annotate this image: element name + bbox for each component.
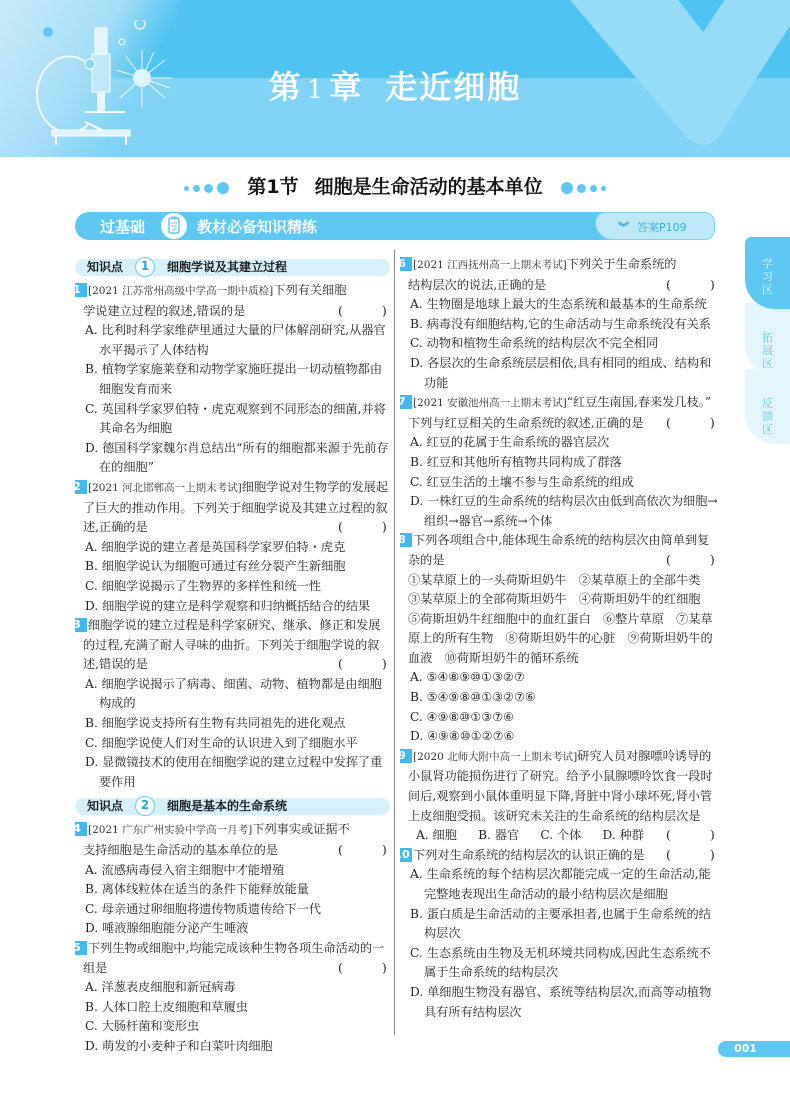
side-tabs (745, 237, 790, 444)
option-a: A. 洋葱表皮细胞和新冠病毒 (85, 980, 236, 995)
chapter-number: 1 (306, 75, 326, 105)
option-c: C. 动物和植物生命系统的结构层次不完全相同 (410, 336, 659, 351)
side-tab-study[interactable]: 学 习 区 (745, 237, 790, 309)
double-chevron-down-icon: ︾ (618, 221, 629, 234)
answer-blank[interactable]: ( ) (666, 415, 715, 430)
question-2 (75, 478, 390, 616)
option-d: D. 一株红豆的生命系统的结构层次由低到高依次为细胞→组织→器官→系统→个体 (410, 494, 718, 528)
left-column (75, 255, 390, 1057)
question-stem: 下列生物或细胞中,均能完成该种生物各项生命活动的一组是 (83, 941, 385, 975)
question-stem: “红豆生南国,春来发几枝。” (566, 395, 712, 410)
question-number-badge: 10 (400, 848, 412, 862)
option-d: D. 唾液腺细胞能分泌产生唾液 (85, 921, 249, 936)
option-d: D. 单细胞生物没有器官、系统等结构层次,而高等动植物具有所有结构层次 (410, 984, 712, 1019)
section-title (0, 172, 790, 199)
chapter-name: 走近细胞 (385, 68, 522, 106)
question-source: [2020 北师大附中高一上期末考试] (413, 750, 578, 763)
section-number: 第1节 (247, 176, 299, 198)
kp-label: 知识点 (87, 799, 124, 814)
option-c: C. 细胞学说使人们对生命的认识进入到了细胞水平 (85, 735, 358, 750)
option-d: D. 萌发的小麦种子和白菜叶肉细胞 (85, 1038, 273, 1053)
option-b: B. 细胞学说认为细胞可通过有丝分裂产生新细胞 (85, 559, 346, 574)
question-number-badge: 2 (75, 480, 87, 494)
chapter-banner (0, 0, 790, 157)
chapter-prefix: 第 (268, 68, 303, 106)
question-10 (394, 846, 718, 1022)
chapter-title (0, 62, 790, 108)
question-stem: 结构层次的说法,正确的是 (408, 277, 546, 292)
answer-blank[interactable]: ( ) (338, 657, 387, 672)
knowledge-point-2 (75, 796, 390, 816)
kp-number: 2 (135, 796, 155, 816)
option-a: A. 流感病毒侵入宿主细胞中才能增殖 (85, 862, 285, 877)
question-number-badge: 9 (400, 749, 412, 763)
option-c: C. 细胞学说揭示了生物界的多样性和统一性 (85, 578, 322, 593)
question-stem: 发展起了巨大的推动作用。下列关于细胞学说及其建立过程的叙述,正确的是 (83, 479, 389, 535)
page-number: 001 (718, 1041, 790, 1057)
answer-blank[interactable]: ( ) (666, 277, 715, 292)
dots-right-decoration (559, 177, 608, 199)
answer-blank[interactable]: ( ) (338, 303, 387, 318)
question-stem: 下列事实或证据不 (252, 822, 350, 837)
option-c: C. ④⑨⑧⑩①③⑦⑥ (410, 709, 515, 724)
question-source: [2021 江苏常州高级中学高一期中质检] (88, 285, 274, 297)
kp-number: 1 (135, 257, 155, 277)
option-a: A. 比利时科学家维萨里通过大量的尸体解剖研究,从器官水平揭示了人体结构 (85, 323, 386, 357)
option-b: B. ⑤④⑨⑧⑩①③②⑦⑥ (410, 690, 536, 705)
option-a: A. 红豆的花属于生命系统的器官层次 (410, 435, 610, 450)
side-tab-extension[interactable]: 拓 展 区 (745, 303, 790, 375)
question-9 (400, 747, 718, 846)
question-stem: 下列关于生命系统的 (566, 257, 677, 271)
option-a: A. 细胞学说的建立者是英国科学家罗伯特・虎克 (85, 539, 346, 554)
answer-link[interactable] (595, 212, 715, 240)
question-stem: 下列有关细胞 (273, 283, 347, 297)
option-b: B. 红豆和其他所有植物共同构成了群落 (410, 454, 622, 469)
question-stem: 下列对生命系统的结构层次的认识正确的是 (413, 847, 645, 862)
question-3 (75, 616, 390, 792)
question-number-badge: 6 (400, 257, 412, 271)
question-source: [2021 河北邯郸高一上期末考试] (88, 481, 242, 494)
question-5 (75, 939, 390, 1057)
option-d: D. ④⑨⑧⑩①②⑦⑥ (410, 729, 515, 744)
option-d: D. 显微镜技术的使用在细胞学说的建立过程中发挥了重要作用 (85, 755, 383, 789)
option-b: B. 蛋白质是生命活动的主要承担者,也属于生命系统的结构层次 (410, 906, 711, 941)
kp-title: 细胞是基本的生命系统 (167, 799, 288, 814)
answer-blank[interactable]: ( ) (338, 960, 387, 975)
answer-blank[interactable]: ( ) (338, 520, 387, 535)
option-d: D. 种群 (602, 828, 644, 843)
question-stem: 下列各项组合中,能体现生命系统的结构层次由简单到复杂的是 (408, 533, 710, 567)
answer-blank[interactable]: ( ) (666, 847, 715, 862)
question-source: [2021 江西抚州高一上期末考试] (413, 259, 567, 271)
answer-blank[interactable]: ( ) (338, 843, 387, 858)
column-divider (394, 250, 395, 1035)
basic-practice-header (75, 212, 715, 240)
question-stem: 诱导的小鼠肾功能损伤进行了研究。给予小鼠腺嘌呤饮食一段时间后,观察到小鼠体重明显下降,肾脏中肾小球坏死,肾小管上皮细胞受损。该研究未关注的生命系统的结构层次是 (408, 748, 713, 823)
option-b: B. 病毒没有细胞结构,它的生命活动与生命系统没有关系 (410, 316, 711, 331)
option-d: D. 细胞学说的建立是科学观察和归纳概括结合的结果 (85, 598, 371, 613)
question-items: ①某草原上的一头荷斯坦奶牛 ②某草原上的全部牛类 ③某草原上的全部荷斯坦奶牛 ④荷斯坦奶牛的红细胞 ⑤荷斯坦奶牛红细胞中的血红蛋白 ⑥整片草原 ⑦某草原上的所有生物 ⑧荷斯坦奶牛的心脏 ⑨荷斯坦奶牛的血液 ⑩荷斯坦奶牛的循环系统 (408, 572, 713, 665)
answer-page-label: 答案P109 (637, 221, 687, 234)
clipboard-icon (161, 213, 187, 239)
basic-subtitle: 教材必备知识精练 (197, 218, 318, 236)
option-b: B. 离体线粒体在适当的条件下能释放能量 (85, 882, 309, 897)
option-c: C. 英国科学家罗伯特・虎克观察到不同形态的细菌,并将其命名为细胞 (85, 401, 386, 436)
kp-title: 细胞学说及其建立过程 (167, 260, 288, 274)
question-source: [2021 安徽池州高一上期末考试] (413, 397, 567, 410)
option-a: A. 生物圈是地球上最大的生态系统和最基本的生命系统 (410, 297, 707, 312)
question-number-badge: 8 (400, 533, 412, 547)
option-a: A. ⑤④⑧⑨⑩①③②⑦ (410, 670, 525, 685)
basic-label: 过基础 (100, 218, 146, 236)
option-c: C. 大肠杆菌和变形虫 (85, 1019, 200, 1034)
option-b: B. 器官 (478, 828, 520, 843)
question-number-badge: 4 (75, 822, 87, 836)
question-number-badge: 3 (75, 618, 87, 632)
option-b: B. 植物学家施莱登和动物学家施旺提出一切动植物都由细胞发育而来 (85, 362, 383, 396)
question-1 (75, 281, 390, 478)
question-6 (400, 255, 718, 393)
option-c: C. 生态系统由生物及无机环境共同构成,因此生态系统不属于生命系统的结构层次 (410, 945, 711, 980)
side-tab-feedback[interactable]: 反 馈 区 (745, 369, 790, 444)
question-number-badge: 5 (75, 941, 87, 955)
answer-blank[interactable]: ( ) (666, 828, 715, 843)
option-a: A. 细胞学说揭示了病毒、细菌、动物、植物都是由细胞构成的 (85, 676, 382, 711)
option-b: B. 细胞学说支持所有生物有共同祖先的进化观点 (85, 716, 346, 731)
question-stem: 下列与红豆相关的生命系统的叙述,正确的是 (408, 415, 644, 430)
option-c: C. 红豆生活的土壤不参与生命系统的组成 (410, 474, 634, 489)
question-4 (75, 820, 390, 939)
option-d: D. 各层次的生命系统层层相依,具有相同的组成、结构和功能 (410, 355, 712, 390)
option-b: B. 人体口腔上皮细胞和草履虫 (85, 999, 248, 1014)
question-stem: 细胞学说对生物学的 (241, 479, 352, 494)
option-a: A. 细胞 (416, 828, 457, 843)
question-stem: 支持细胞是生命活动的基本单位的是 (83, 843, 278, 858)
option-a: A. 生命系统的每个结构层次都能完成一定的生命活动,能完整地表现出生命活动的最小结构层次是细胞 (410, 867, 711, 901)
question-stem: 研究人员对腺嘌呤 (577, 748, 675, 763)
question-7 (400, 393, 718, 531)
question-number-badge: 7 (400, 395, 412, 409)
dots-left-decoration (182, 177, 231, 199)
option-d: D. 德国科学家魏尔肖总结出“所有的细胞都来源于先前存在的细胞” (85, 440, 389, 475)
option-c: C. 母亲通过卵细胞将遗传物质遗传给下一代 (85, 901, 322, 916)
kp-label: 知识点 (87, 260, 124, 274)
knowledge-point-1 (75, 257, 390, 277)
right-column (394, 255, 718, 1022)
chapter-suffix: 章 (329, 68, 364, 106)
question-stem: 细胞学说的建立过程是科学家研究、继承、修正和发展的过程,充满了耐人寻味的曲折。下列关于细胞学说的叙述,错误的是 (83, 618, 381, 672)
section-name: 细胞是生命活动的基本单位 (314, 176, 543, 198)
option-c: C. 个体 (540, 828, 582, 843)
question-8 (400, 531, 718, 747)
answer-blank[interactable]: ( ) (666, 552, 715, 567)
question-stem: 学说建立过程的叙述,错误的是 (83, 303, 246, 318)
question-source: [2021 广东广州实验中学高一月考] (88, 824, 253, 837)
question-number-badge: 1 (75, 283, 87, 297)
